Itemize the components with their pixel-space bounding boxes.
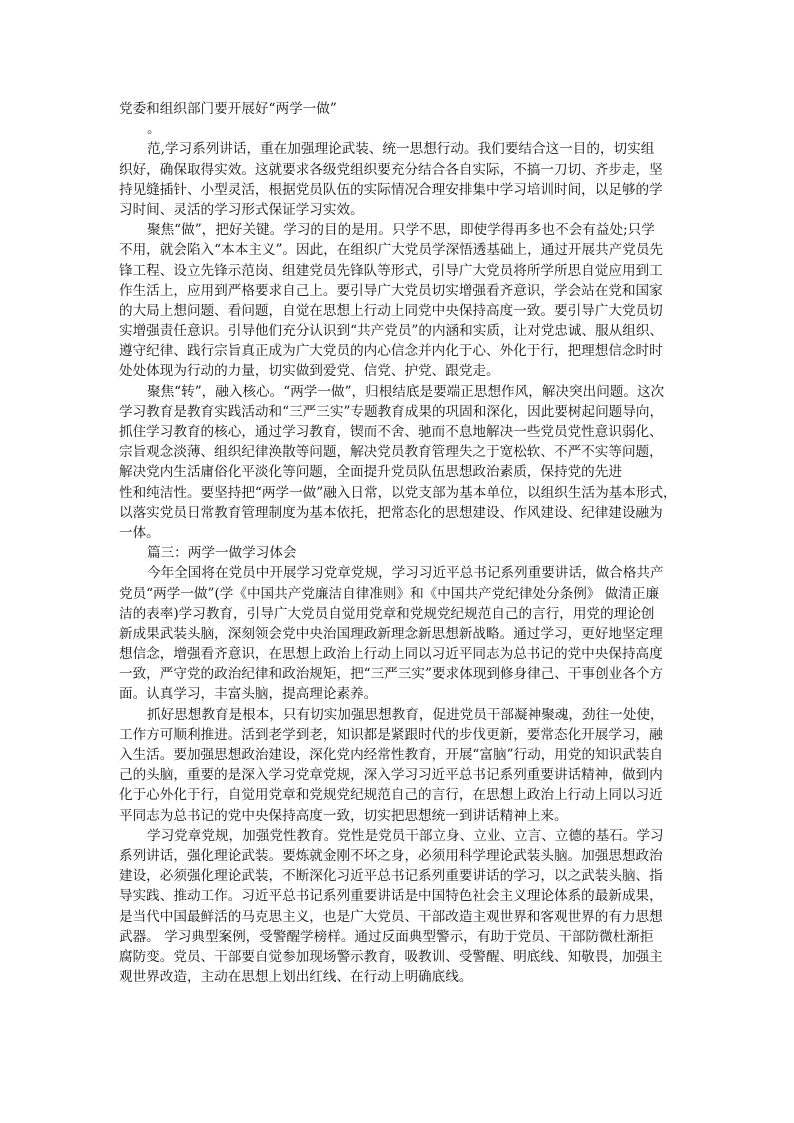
doc-line: 是当代中国最鲜活的马克思主义，也是广大党员、干部改造主观世界和客观世界的有力思想 xyxy=(119,908,663,925)
doc-line: 腐防变。党员、干部要自觉参加现场警示教育，吸教训、受警醒、明底线、知敬畏，加强主 xyxy=(119,948,663,965)
doc-line: 处处体现为行动的力量，切实做到爱党、信党、护党、跟党走。 xyxy=(119,363,500,380)
doc-line: 学习教育是教育实践活动和“三严三实”专题教育成果的巩固和深化，因此要树起问题导向， xyxy=(119,403,664,420)
doc-line: 不用，就会陷入“本本主义”。因此，在组织广大党员学深悟透基础上，通过开展共产党员先 xyxy=(119,242,664,259)
doc-line: 锋工程、设立先锋示范岗、组建党员先锋队等形式，引导广大党员将所学所思自觉应用到工 xyxy=(119,262,663,279)
doc-line: 系列讲话，强化理论武装。要炼就金刚不坏之身，必须用科学理论武装头脑。加强思想政治 xyxy=(119,847,663,864)
doc-line: 武器。 学习典型案例，受警醒学榜样。通过反面典型警示，有助于党员、干部防微杜渐拒 xyxy=(119,928,654,945)
doc-line: 入生活。要加强思想政治建设，深化党内经常性教育，开展“富脑”行动，用党的知识武装自 xyxy=(119,747,664,763)
doc-line: 平同志为总书记的党中央保持高度一致，切实把思想统一到讲话精神上来。 xyxy=(119,807,568,824)
doc-line: 织好，确保取得实效。这就要求各级党组织要充分结合各自实际，不搞一刀切、齐步走，坚 xyxy=(119,161,663,178)
doc-line: 党员“两学一做”(学《中国共产党廉洁自律准则》和《中国共产党纪律处分条例》 做清正廉 xyxy=(119,585,660,602)
doc-line: 遵守纪律、践行宗旨真正成为广大党员的内心信念并内化于心、外化于行，把理想信念时时 xyxy=(119,343,663,360)
doc-line: 导实践、推动工作。习近平总书记系列重要讲话是中国特色社会主义理论体系的最新成果， xyxy=(119,888,663,905)
document-body xyxy=(119,99,681,987)
doc-line: 解决党内生活庸俗化平淡化等问题，全面提升党员队伍思想政治素质，保持党的先进 xyxy=(119,464,622,481)
doc-line: 今年全国将在党员中开展学习党章党规，学习习近平总书记系列重要讲话，做合格共产 xyxy=(147,565,664,582)
doc-line: 想信念，增强看齐意识，在思想上政治上行动上同以习近平同志为总书记的党中央保持高度 xyxy=(119,646,663,663)
section-heading: 篇三：两学一做学习体会 xyxy=(147,545,297,562)
doc-line: 实增强责任意识。引导他们充分认识到“共产党员”的内涵和实质，让对党忠诚、服从组织、 xyxy=(119,323,664,340)
doc-line: 己的头脑，重要的是深入学习党章党规，深入学习习近平总书记系列重要讲话精神，做到内 xyxy=(119,767,663,784)
doc-line: 的大局上想问题、看问题，自觉在思想上行动上同党中央保持高度一致。要引导广大党员切 xyxy=(119,302,663,319)
doc-line: 聚焦“转”，融入核心。“两学一做”，归根结底是要端正思想作风，解决突出问题。这次 xyxy=(147,383,665,400)
doc-line: 作生活上，应用到严格要求自己上。要引导广大党员切实增强看齐意识，学会站在党和国家 xyxy=(119,282,663,299)
doc-line: 学习党章党规，加强党性教育。党性是党员干部立身、立业、立言、立德的基石。学习 xyxy=(147,827,664,844)
doc-line: 聚焦“做”，把好关键。学习的目的是用。只学不思，即使学得再多也不会有益处;只学 xyxy=(147,222,655,239)
doc-line: 面。认真学习，丰富头脑，提高理论素养。 xyxy=(119,686,378,703)
doc-line: 宗旨观念淡薄、组织纪律涣散等问题，解决党员教育管理失之于宽松软、不严不实等问题， xyxy=(119,444,663,461)
doc-line: 新成果武装头脑，深刻领会党中央治国理政新理念新思想新战略。通过学习，更好地坚定理 xyxy=(119,625,663,642)
doc-line: 性和纯洁性。要坚持把“两学一做”融入日常，以党支部为基本单位，以组织生活为基本形式， xyxy=(119,484,677,501)
doc-line: 持见缝插针、小型灵活，根据党员队伍的实际情况合理安排集中学习培训时间，以足够的学 xyxy=(119,181,663,198)
doc-line: 一体。 xyxy=(119,524,160,541)
doc-line: 习时间、灵活的学习形式保证学习实效。 xyxy=(119,201,364,218)
doc-line: 建设，必须强化理论武装，不断深化习近平总书记系列重要讲话的学习，以之武装头脑、指 xyxy=(119,868,663,885)
doc-line: 党委和组织部门要开展好“两学一做” xyxy=(119,101,337,117)
doc-line: 工作方可顺利推进。活到老学到老，知识都是紧跟时代的步伐更新，要常态化开展学习，融 xyxy=(119,726,663,743)
doc-line: 一致，严守党的政治纪律和政治规矩，把“三严三实”要求体现到修身律己、干事创业各个方 xyxy=(119,666,664,683)
doc-line: 抓好思想教育是根本，只有切实加强思想教育，促进党员干部凝神聚魂，劲往一处使， xyxy=(147,706,664,723)
doc-line: 以落实党员日常教育管理制度为基本依托，把常态化的思想建设、作风建设、纪律建设融为 xyxy=(119,504,663,521)
doc-line: 范,学习系列讲话，重在加强理论武装、统一思想行动。我们要结合这一目的，切实组 xyxy=(147,141,655,158)
doc-line: 。 xyxy=(147,121,161,138)
doc-line: 观世界改造，主动在思想上划出红线、在行动上明确底线。 xyxy=(119,969,473,986)
doc-line: 化于心外化于行，自觉用党章和党规党纪规范自己的言行，在思想上政治上行动上同以习近 xyxy=(119,787,663,804)
doc-line: 抓住学习教育的核心，通过学习教育，锲而不舍、驰而不息地解决一些党员党性意识弱化、 xyxy=(119,424,663,440)
doc-line: 洁的表率)学习教育，引导广大党员自觉用党章和党规党纪规范自己的言行，用党的理论创 xyxy=(119,605,655,622)
